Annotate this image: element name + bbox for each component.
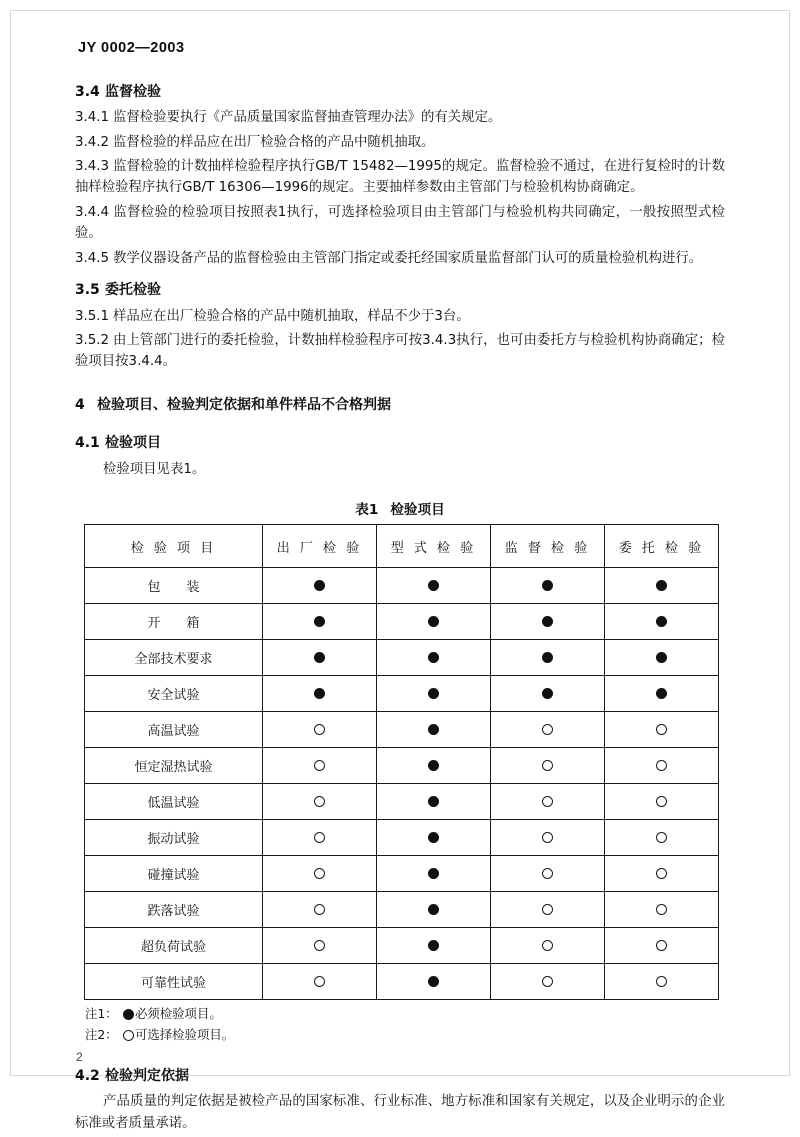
table-row bbox=[85, 640, 719, 676]
mark-cell bbox=[491, 892, 605, 928]
mark-cell bbox=[605, 604, 719, 640]
mark-cell bbox=[377, 640, 491, 676]
hollow-circle-icon bbox=[542, 832, 553, 843]
mark-cell bbox=[377, 820, 491, 856]
hollow-circle-icon bbox=[314, 796, 325, 807]
mark-cell bbox=[263, 784, 377, 820]
clause-number-3-5-2: 3.5.2 bbox=[75, 332, 110, 348]
hollow-circle-icon bbox=[314, 760, 325, 771]
note-label: 注1： bbox=[85, 1006, 118, 1022]
clause-number-3-4-5: 3.4.5 bbox=[75, 250, 110, 266]
filled-circle-icon bbox=[314, 616, 325, 627]
hollow-circle-icon bbox=[656, 904, 667, 915]
filled-circle-icon bbox=[314, 652, 325, 663]
row-label-cell: 振动试验 bbox=[85, 820, 263, 856]
filled-circle-icon bbox=[428, 616, 439, 627]
column-header-type: 型 式 检 验 bbox=[377, 525, 491, 568]
hollow-circle-icon bbox=[123, 1030, 134, 1041]
hollow-circle-icon bbox=[656, 760, 667, 771]
row-label-cell: 包 装 bbox=[85, 568, 263, 604]
standard-number-header: JY 0002—2003 bbox=[78, 40, 185, 56]
hollow-circle-icon bbox=[656, 940, 667, 951]
clause-number-4-1: 4.1 bbox=[75, 435, 100, 452]
row-label-cell: 开 箱 bbox=[85, 604, 263, 640]
mark-cell bbox=[605, 964, 719, 1000]
clause-title-4-1: 检验项目 bbox=[105, 435, 161, 452]
table-row bbox=[85, 892, 719, 928]
clause-3-5-2 bbox=[75, 330, 725, 373]
filled-circle-icon bbox=[542, 580, 553, 591]
clause-text-4-1-body: 检验项目见表1。 bbox=[103, 461, 206, 477]
mark-cell bbox=[263, 820, 377, 856]
mark-cell bbox=[377, 676, 491, 712]
column-header-item: 检 验 项 目 bbox=[85, 525, 263, 568]
inspection-items-table bbox=[84, 524, 719, 1000]
mark-cell bbox=[263, 640, 377, 676]
mark-cell bbox=[377, 928, 491, 964]
filled-circle-icon bbox=[542, 688, 553, 699]
clause-heading-3-5 bbox=[75, 280, 725, 300]
table-note bbox=[85, 1025, 725, 1044]
mark-cell bbox=[377, 604, 491, 640]
row-label-cell: 可靠性试验 bbox=[85, 964, 263, 1000]
filled-circle-icon bbox=[428, 976, 439, 987]
mark-cell bbox=[263, 856, 377, 892]
mark-cell bbox=[377, 892, 491, 928]
clause-number-3-4-3: 3.4.3 bbox=[75, 158, 110, 174]
table-body bbox=[85, 568, 719, 1000]
hollow-circle-icon bbox=[542, 724, 553, 735]
hollow-circle-icon bbox=[314, 904, 325, 915]
clause-title-3-4: 监督检验 bbox=[105, 84, 161, 100]
mark-cell bbox=[605, 568, 719, 604]
mark-cell bbox=[263, 748, 377, 784]
mark-cell bbox=[605, 892, 719, 928]
hollow-circle-icon bbox=[542, 904, 553, 915]
table-row bbox=[85, 928, 719, 964]
row-label-cell: 超负荷试验 bbox=[85, 928, 263, 964]
hollow-circle-icon bbox=[542, 976, 553, 987]
mark-cell bbox=[605, 784, 719, 820]
clause-3-4-2 bbox=[75, 132, 725, 154]
column-header-factory: 出 厂 检 验 bbox=[263, 525, 377, 568]
table-row bbox=[85, 856, 719, 892]
table-row bbox=[85, 676, 719, 712]
mark-cell bbox=[491, 820, 605, 856]
hollow-circle-icon bbox=[656, 724, 667, 735]
clause-text-3-4-2: 监督检验的样品应在出厂检验合格的产品中随机抽取。 bbox=[113, 134, 435, 150]
row-label-cell: 高温试验 bbox=[85, 712, 263, 748]
clause-number-3-4: 3.4 bbox=[75, 84, 100, 100]
row-label-cell: 低温试验 bbox=[85, 784, 263, 820]
filled-circle-icon bbox=[428, 652, 439, 663]
table-row bbox=[85, 748, 719, 784]
row-label-cell: 安全试验 bbox=[85, 676, 263, 712]
clause-3-4-5 bbox=[75, 248, 725, 270]
table-caption bbox=[75, 498, 725, 518]
hollow-circle-icon bbox=[314, 832, 325, 843]
hollow-circle-icon bbox=[314, 976, 325, 987]
filled-circle-icon bbox=[428, 904, 439, 915]
mark-cell bbox=[605, 820, 719, 856]
hollow-circle-icon bbox=[656, 976, 667, 987]
mark-cell bbox=[491, 712, 605, 748]
mark-cell bbox=[491, 568, 605, 604]
table-notes bbox=[85, 1004, 725, 1043]
clause-number-3-4-4: 3.4.4 bbox=[75, 204, 110, 220]
filled-circle-icon bbox=[656, 616, 667, 627]
note-text: 必须检验项目。 bbox=[135, 1006, 222, 1022]
mark-cell bbox=[263, 928, 377, 964]
mark-cell bbox=[491, 604, 605, 640]
mark-cell bbox=[377, 748, 491, 784]
hollow-circle-icon bbox=[656, 868, 667, 879]
table-header-row bbox=[85, 525, 719, 568]
clause-number-3-4-2: 3.4.2 bbox=[75, 134, 110, 150]
hollow-circle-icon bbox=[542, 796, 553, 807]
clause-number-3-5: 3.5 bbox=[75, 282, 100, 299]
hollow-circle-icon bbox=[542, 868, 553, 879]
note-label: 注2： bbox=[85, 1026, 118, 1042]
clause-text-4-2-body: 产品质量的判定依据是被检产品的国家标准、行业标准、地方标准和国家有关规定，以及企业明示的企业标准或者质量承诺。 bbox=[75, 1094, 725, 1131]
hollow-circle-icon bbox=[656, 796, 667, 807]
mark-cell bbox=[377, 856, 491, 892]
clause-text-3-4-3: 监督检验的计数抽样检验程序执行GB/T 15482—1995的规定。监督检验不通过，在进行复检时的计数抽样检验程序执行GB/T 16306—1996的规定。主要抽样参数由主管部门与检验机构协商确定。 bbox=[75, 158, 725, 196]
mark-cell bbox=[263, 676, 377, 712]
clause-number-3-4-1: 3.4.1 bbox=[75, 110, 110, 126]
note-text: 可选择检验项目。 bbox=[135, 1026, 235, 1042]
filled-circle-icon bbox=[428, 580, 439, 591]
clause-title-3-5: 委托检验 bbox=[105, 282, 161, 299]
filled-circle-icon bbox=[656, 688, 667, 699]
filled-circle-icon bbox=[428, 688, 439, 699]
hollow-circle-icon bbox=[314, 724, 325, 735]
hollow-circle-icon bbox=[314, 940, 325, 951]
filled-circle-icon bbox=[428, 760, 439, 771]
mark-cell bbox=[377, 712, 491, 748]
table-row bbox=[85, 964, 719, 1000]
clause-heading-4-2 bbox=[75, 1066, 725, 1086]
mark-cell bbox=[491, 784, 605, 820]
row-label-cell: 恒定湿热试验 bbox=[85, 748, 263, 784]
mark-cell bbox=[263, 604, 377, 640]
mark-cell bbox=[263, 712, 377, 748]
mark-cell bbox=[377, 784, 491, 820]
mark-cell bbox=[491, 748, 605, 784]
mark-cell bbox=[605, 856, 719, 892]
mark-cell bbox=[605, 748, 719, 784]
clause-heading-4 bbox=[75, 395, 725, 415]
filled-circle-icon bbox=[656, 652, 667, 663]
row-label-cell: 全部技术要求 bbox=[85, 640, 263, 676]
clause-heading-4-1 bbox=[75, 433, 725, 453]
table-caption-title: 检验项目 bbox=[390, 502, 445, 519]
filled-circle-icon bbox=[542, 616, 553, 627]
clause-text-3-5-2: 由上管部门进行的委托检验，计数抽样检验程序可按3.4.3执行，也可由委托方与检验机构协商确定；检验项目按3.4.4。 bbox=[75, 332, 725, 370]
mark-cell bbox=[605, 928, 719, 964]
filled-circle-icon bbox=[314, 580, 325, 591]
filled-circle-icon bbox=[428, 724, 439, 735]
table-row bbox=[85, 784, 719, 820]
hollow-circle-icon bbox=[542, 760, 553, 771]
table-row bbox=[85, 820, 719, 856]
mark-cell bbox=[605, 712, 719, 748]
clause-3-4-4 bbox=[75, 202, 725, 245]
clause-number-4-2: 4.2 bbox=[75, 1067, 100, 1084]
hollow-circle-icon bbox=[542, 940, 553, 951]
hollow-circle-icon bbox=[314, 868, 325, 879]
filled-circle-icon bbox=[428, 832, 439, 843]
hollow-circle-icon bbox=[656, 832, 667, 843]
table-row bbox=[85, 604, 719, 640]
clause-text-3-5-1: 样品应在出厂检验合格的产品中随机抽取，样品不少于3台。 bbox=[113, 308, 470, 324]
clause-title-4-2: 检验判定依据 bbox=[105, 1067, 189, 1084]
table-note bbox=[85, 1004, 725, 1023]
clause-title-4: 检验项目、检验判定依据和单件样品不合格判据 bbox=[97, 397, 391, 414]
clause-3-4-1 bbox=[75, 107, 725, 129]
table-row bbox=[85, 568, 719, 604]
filled-circle-icon bbox=[428, 940, 439, 951]
mark-cell bbox=[263, 568, 377, 604]
mark-cell bbox=[491, 928, 605, 964]
mark-cell bbox=[377, 568, 491, 604]
mark-cell bbox=[377, 964, 491, 1000]
page-content bbox=[75, 40, 725, 1137]
clause-heading-3-4 bbox=[75, 82, 725, 102]
filled-circle-icon bbox=[428, 868, 439, 879]
clause-text-3-4-4: 监督检验的检验项目按照表1执行，可选择检验项目由主管部门与检验机构共同确定，一般按照型式检验。 bbox=[75, 204, 725, 242]
table-caption-label: 表1 bbox=[355, 502, 379, 519]
clause-number-4: 4 bbox=[75, 397, 85, 414]
mark-cell bbox=[263, 964, 377, 1000]
table-row bbox=[85, 712, 719, 748]
clause-text-3-4-5: 教学仪器设备产品的监督检验由主管部门指定或委托经国家质量监督部门认可的质量检验机构进行。 bbox=[113, 250, 703, 266]
mark-cell bbox=[491, 964, 605, 1000]
clause-3-5-1 bbox=[75, 306, 725, 328]
row-label-cell: 跌落试验 bbox=[85, 892, 263, 928]
row-label-cell: 碰撞试验 bbox=[85, 856, 263, 892]
filled-circle-icon bbox=[123, 1009, 134, 1020]
mark-cell bbox=[605, 676, 719, 712]
mark-cell bbox=[491, 640, 605, 676]
page-number: 2 bbox=[76, 1050, 83, 1064]
column-header-supervise: 监 督 检 验 bbox=[491, 525, 605, 568]
filled-circle-icon bbox=[542, 652, 553, 663]
mark-cell bbox=[491, 856, 605, 892]
column-header-entrust: 委 托 检 验 bbox=[605, 525, 719, 568]
clause-text-3-4-1: 监督检验要执行《产品质量国家监督抽查管理办法》的有关规定。 bbox=[113, 110, 502, 126]
clause-3-4-3 bbox=[75, 156, 725, 199]
clause-number-3-5-1: 3.5.1 bbox=[75, 308, 110, 324]
filled-circle-icon bbox=[314, 688, 325, 699]
filled-circle-icon bbox=[656, 580, 667, 591]
filled-circle-icon bbox=[428, 796, 439, 807]
mark-cell bbox=[263, 892, 377, 928]
mark-cell bbox=[491, 676, 605, 712]
mark-cell bbox=[605, 640, 719, 676]
